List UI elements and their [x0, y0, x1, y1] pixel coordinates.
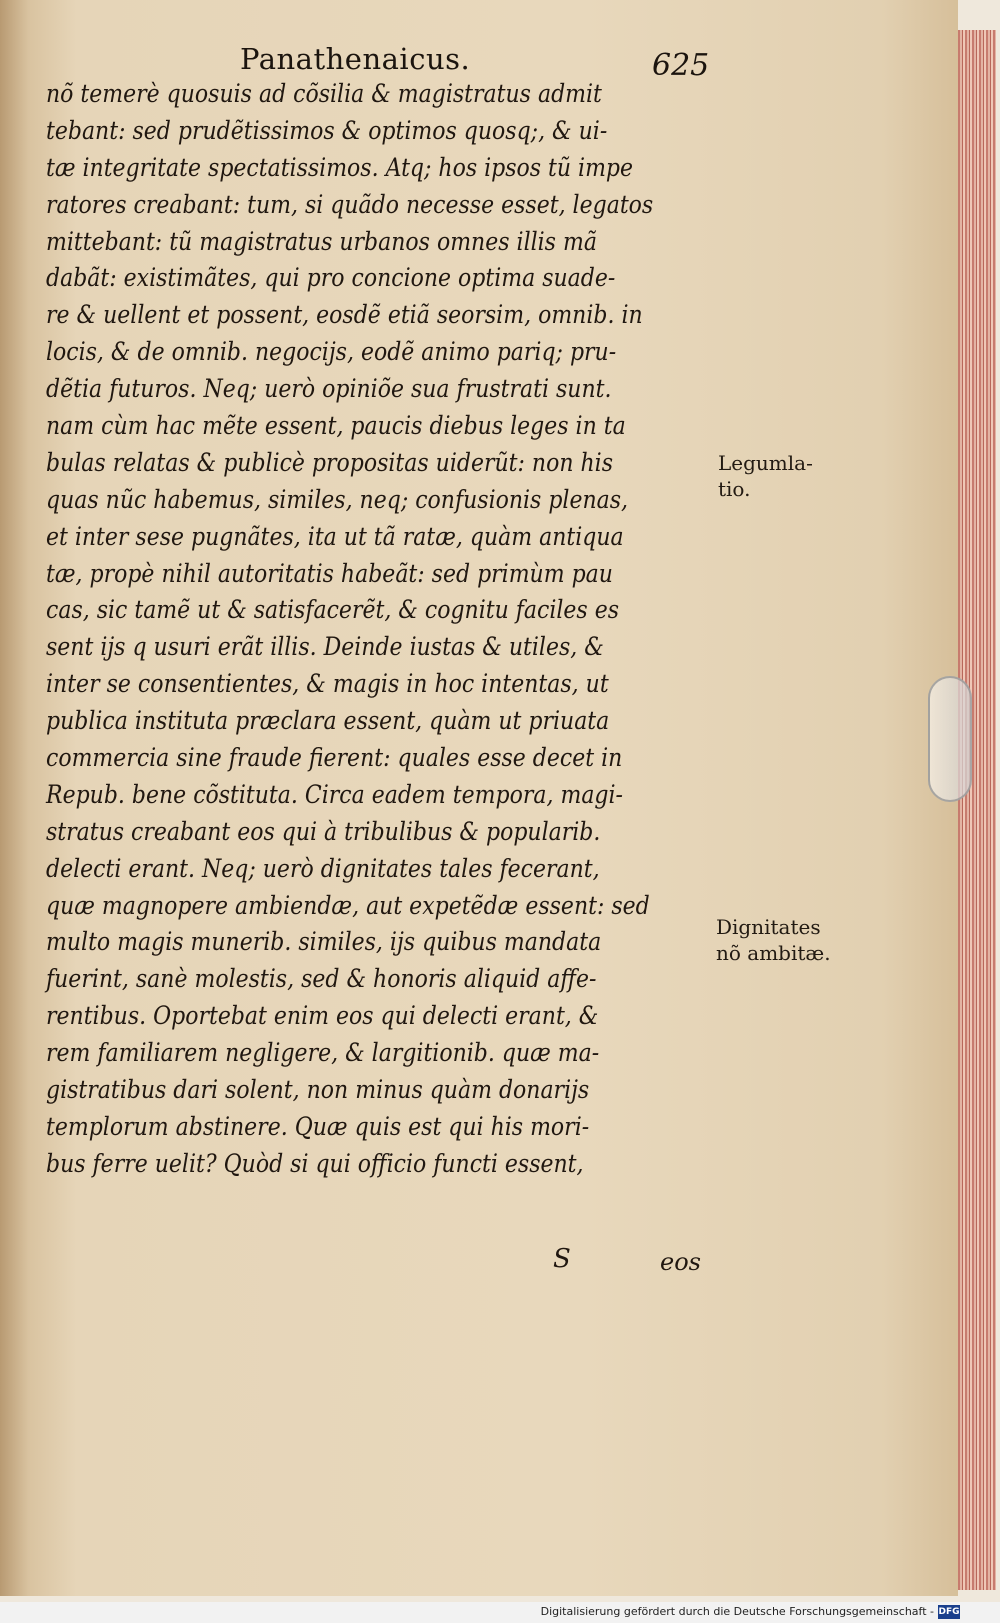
marginal-note-dignitates — [716, 914, 831, 966]
running-title: Panathenaicus. — [240, 42, 471, 76]
marginal-note-legumlatio — [718, 450, 813, 502]
text-line: inter se consentientes, & magis in hoc intentas, ut — [46, 669, 609, 699]
text-line: tæ, propè nihil autoritatis habeãt: sed primùm pau — [46, 558, 613, 588]
text-line: locis, & de omnib. negocijs, eodẽ animo pariq; pru- — [46, 337, 617, 367]
page-clip — [928, 676, 972, 802]
page-foot — [0, 1244, 958, 1284]
footer-credit: Digitalisierung gefördert durch die Deutsche Forschungsgemeinschaft - — [540, 1605, 934, 1618]
text-line: nam cùm hac mẽte essent, paucis diebus leges in ta — [46, 411, 626, 441]
text-line: ratores creabant: tum, si quãdo necesse esset, legatos — [46, 189, 654, 219]
text-line: mittebant: tũ magistratus urbanos omnes illis mã — [46, 226, 597, 256]
text-line: publica instituta præclara essent, quàm ut priuata — [46, 706, 610, 736]
text-line: cas, sic tamẽ ut & satisfacerẽt, & cognitu faciles es — [46, 595, 620, 625]
text-line: rem familiarem negligere, & largitionib. quæ ma- — [46, 1038, 600, 1068]
text-line: gistratibus dari solent, non minus quàm donarijs — [46, 1075, 590, 1105]
text-line: quæ magnopere ambiendæ, aut expetẽdæ essent: sed — [46, 890, 650, 920]
text-line: bulas relatas & publicè propositas uiderũt: non his — [46, 447, 613, 477]
text-line: bus ferre uelit? Quòd si qui officio functi essent, — [46, 1148, 584, 1178]
text-line: dabãt: existimãtes, qui pro concione optima suade- — [46, 263, 616, 293]
text-line: templorum abstinere. Quæ quis est qui his mori- — [46, 1111, 590, 1141]
text-line: quas nũc habemus, similes, neq; confusionis plenas, — [46, 484, 629, 514]
page-number: 625 — [652, 48, 710, 83]
text-line: delecti erant. Neq; uerò dignitates tales fecerant, — [46, 853, 600, 883]
text-line: tebant: sed prudẽtissimos & optimos quosq;, & ui- — [46, 115, 608, 145]
marginal-line: nõ ambitæ. — [716, 941, 831, 965]
text-line: re & uellent et possent, eosdẽ etiã seorsim, omnib. in — [46, 300, 643, 330]
text-line: Repub. bene cõstituta. Circa eadem tempora, magi- — [46, 779, 623, 809]
signature-mark: S — [553, 1244, 571, 1274]
marginal-line: Legumla- — [718, 451, 813, 475]
dfg-logo: DFG — [938, 1607, 960, 1617]
text-line: sent ijs q usuri erãt illis. Deinde iustas & utiles, & — [46, 632, 604, 662]
text-line: multo magis munerib. similes, ijs quibus mandata — [46, 927, 602, 957]
page-edges — [958, 30, 996, 1590]
marginal-line: Dignitates — [716, 915, 821, 939]
text-line: stratus creabant eos qui à tribulibus & popularib. — [46, 816, 601, 846]
catchword: eos — [660, 1248, 701, 1276]
text-line: commercia sine fraude fierent: quales esse decet in — [46, 743, 623, 773]
text-line: dẽtia futuros. Neq; uerò opiniõe sua frustrati sunt. — [46, 374, 612, 404]
body-text — [46, 76, 726, 1183]
text-line: tæ integritate spectatissimos. Atq; hos ipsos tũ impe — [46, 152, 634, 182]
marginal-line: tio. — [718, 477, 751, 501]
text-line: et inter sese pugnãtes, ita ut tã ratæ, quàm antiqua — [46, 521, 624, 551]
digitization-footer — [0, 1602, 1000, 1623]
text-line: rentibus. Oportebat enim eos qui delecti erant, & — [46, 1001, 599, 1031]
text-line: nõ temerè quosuis ad cõsilia & magistratus admit — [46, 79, 602, 108]
text-line: fuerint, sanè molestis, sed & honoris aliquid affe- — [46, 964, 597, 994]
